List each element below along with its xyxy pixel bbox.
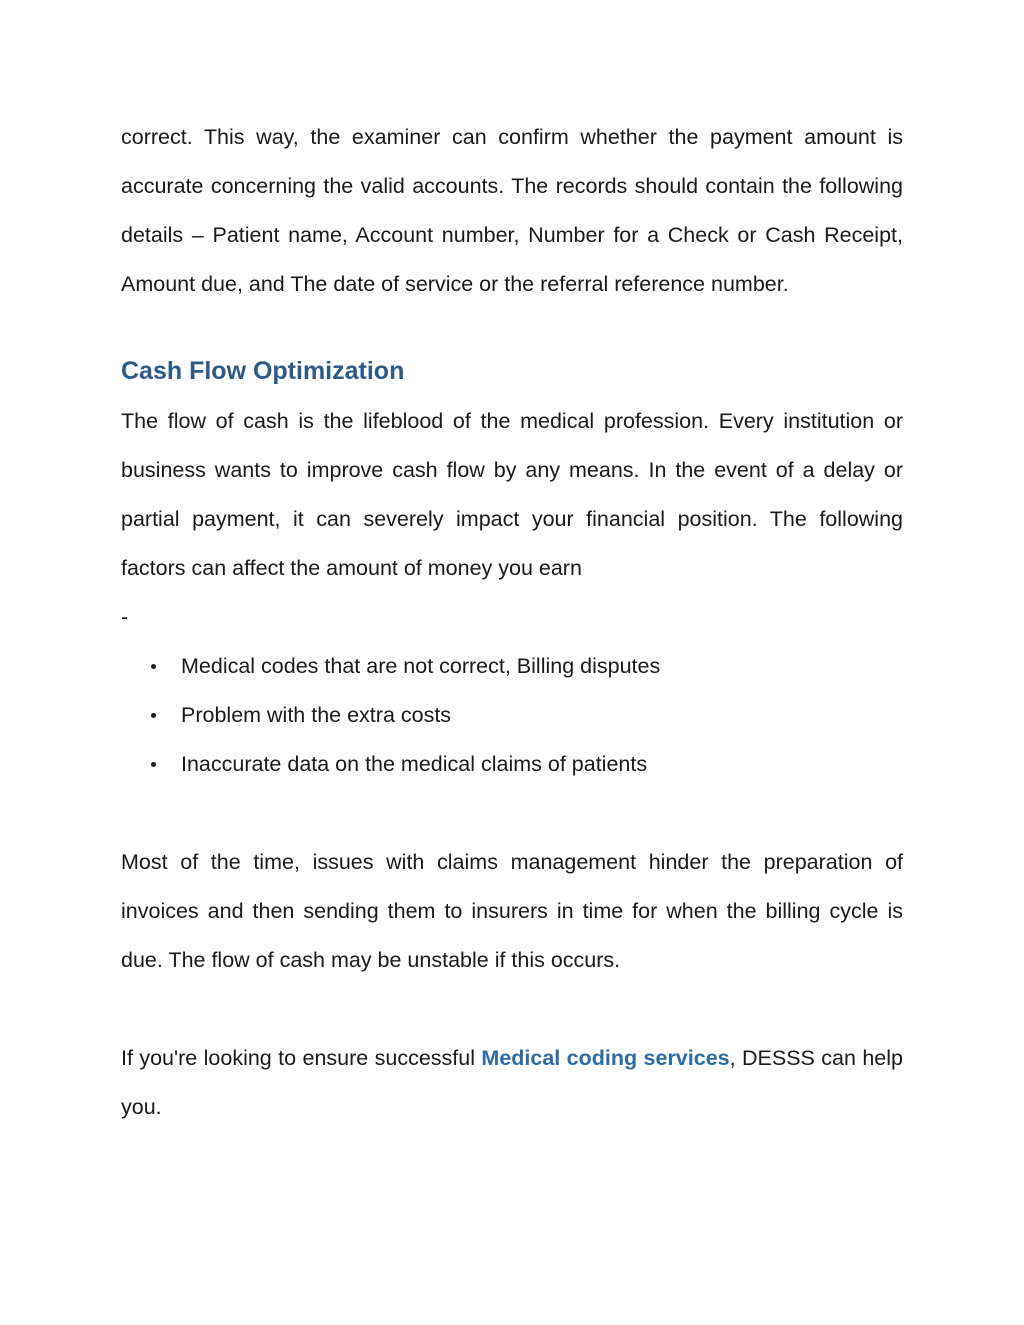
cta-text-before: If you're looking to ensure successful: [121, 1046, 482, 1070]
section-heading-cash-flow: Cash Flow Optimization: [121, 357, 405, 385]
bullet-icon: [151, 713, 156, 718]
list-item-text: Inaccurate data on the medical claims of patients: [181, 752, 648, 776]
list-item-text: Medical codes that are not correct, Billing disputes: [181, 654, 661, 678]
spacer: [121, 985, 903, 1034]
claims-paragraph: Most of the time, issues with claims management hinder the preparation of invoices and then sending them to insurers in time for when the billing cycle is due. The flow of cash may be unstable if this occurs.: [121, 850, 903, 972]
document-page: [121, 113, 903, 1132]
list-item: [121, 691, 903, 740]
bullet-icon: [151, 664, 156, 669]
list-intro-dash: -: [121, 605, 129, 629]
cta-text-after: , DESSS can help you.: [121, 1046, 903, 1119]
spacer: [121, 789, 903, 838]
list-item-text: Problem with the extra costs: [181, 703, 452, 727]
medical-coding-services-link[interactable]: Medical coding services: [481, 1046, 730, 1070]
intro-paragraph: correct. This way, the examiner can confirm whether the payment amount is accurate concerning the valid accounts. The records should contain the following details – Patient name, Account number, Number for a Check or Cash Receipt, Amount due, and The date of service or the referral reference number.: [121, 125, 903, 296]
bullet-icon: [151, 762, 156, 767]
cash-flow-paragraph: The flow of cash is the lifeblood of the medical profession. Every institution or business wants to improve cash flow by any means. In the event of a delay or partial payment, it can severely impact your financial position. The following factors can affect the amount of money you earn: [121, 409, 903, 580]
cta-paragraph: [121, 1034, 903, 1132]
factors-list: [121, 642, 903, 789]
list-item: [121, 740, 903, 789]
list-item: [121, 642, 903, 691]
